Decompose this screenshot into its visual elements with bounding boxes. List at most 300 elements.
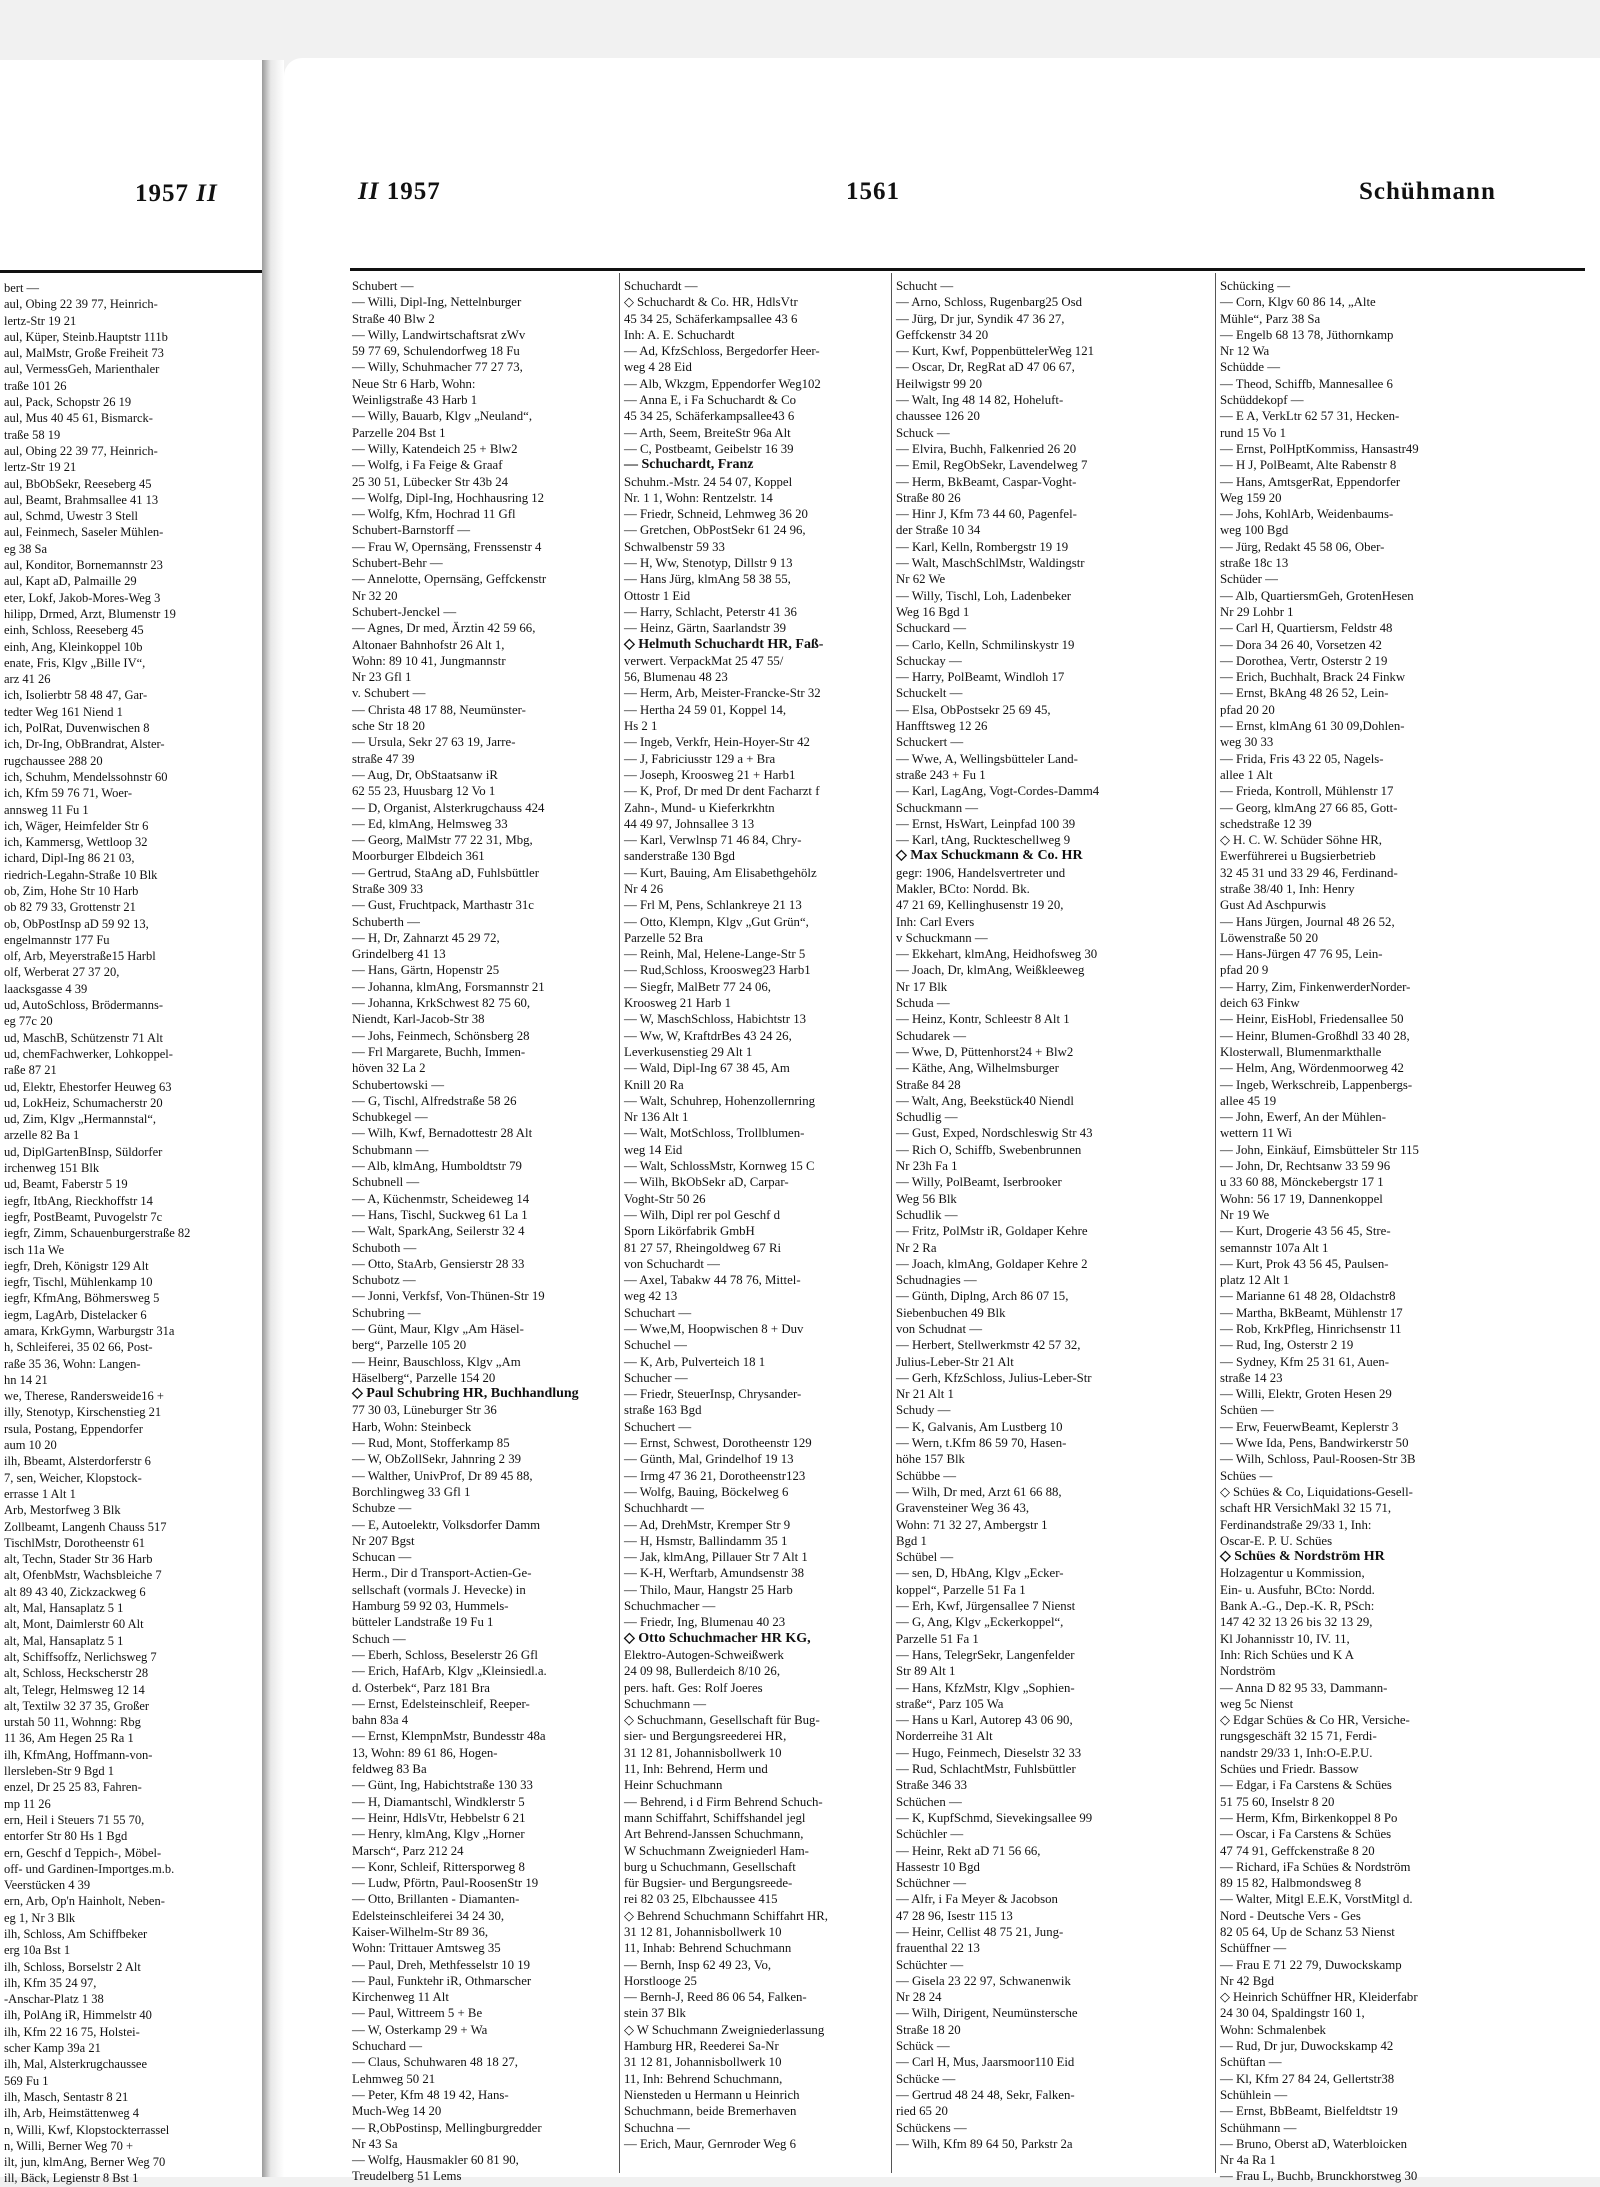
left-page-column xyxy=(4,280,258,2187)
directory-entry-line: — Heinr, Rekt aD 71 56 66, xyxy=(896,1843,1041,1858)
directory-entry-line: Schuchardt — xyxy=(624,279,698,293)
left-entry-line: ern, Arb, Op'n Hainholt, Neben- xyxy=(4,1894,165,1909)
left-entry-line: we, Therese, Randersweide16 + xyxy=(4,1389,164,1404)
directory-entry-line: Schubze — xyxy=(352,1501,412,1516)
left-entry-line: iegfr, Dreh, Königstr 129 Alt xyxy=(4,1258,149,1273)
directory-entry-line: Schubnell — xyxy=(352,1175,420,1190)
directory-entry-line: Schudlik — xyxy=(896,1207,958,1222)
directory-entry-line: — Ernst, Schwest, Dorotheenstr 129 xyxy=(624,1436,812,1451)
directory-entry-line: Schuchmann, beide Bremerhaven xyxy=(624,2104,797,2119)
directory-entry-line: — K, Prof, Dr med Dr dent Facharzt f xyxy=(624,784,820,799)
directory-entry-line: ◇ W Schuchmann Zweigniederlassung xyxy=(624,2022,825,2037)
directory-entry-line: — Günth, Diplng, Arch 86 07 15, xyxy=(896,1289,1069,1304)
directory-entry-line: — Martha, BkBeamt, Mühlenstr 17 xyxy=(1220,1305,1403,1320)
directory-entry-line: Nordström xyxy=(1220,1664,1276,1679)
directory-entry-line: Straße 80 26 xyxy=(896,490,961,505)
directory-entry-line: wettern 11 Wi xyxy=(1220,1126,1292,1141)
left-entry-line: alt, Telegr, Helmsweg 12 14 xyxy=(4,1682,145,1697)
directory-entry-line: Schuckmann — xyxy=(896,800,979,815)
left-entry-line: h, Schleiferei, 35 02 66, Post- xyxy=(4,1340,153,1355)
directory-entry-line: — Thilo, Maur, Hangstr 25 Harb xyxy=(624,1582,793,1597)
directory-entry-line: Schübbe — xyxy=(896,1468,957,1483)
running-head: Schühmann xyxy=(1359,178,1496,205)
directory-entry-line: — Frau E 71 22 79, Duwockskamp xyxy=(1220,1957,1402,1972)
directory-entry-line: Nr 29 Lohbr 1 xyxy=(1220,604,1294,619)
left-entry-line: arz 41 26 xyxy=(4,672,51,687)
directory-entry-line: — Bernh, Insp 62 49 23, Vo, xyxy=(624,1957,772,1972)
directory-entry-line: ◇ Schües & Co, Liquidations-Gesell- xyxy=(1220,1484,1413,1499)
directory-entry-line: — A, Küchenmstr, Scheideweg 14 xyxy=(352,1191,530,1206)
directory-entry-line: Kaiser-Wilhelm-Str 89 36, xyxy=(352,1924,489,1939)
directory-entry-line: Hamburg HR, Reederei Sa-Nr xyxy=(624,2039,779,2054)
directory-entry-line: — Rud, Ing, Osterstr 2 19 xyxy=(1220,1338,1354,1353)
directory-entry-line: Schücking — xyxy=(1220,279,1291,293)
directory-entry-line: Moorburger Elbdeich 361 xyxy=(352,849,485,864)
directory-entry-line: Schuchert — xyxy=(624,1419,692,1434)
directory-entry-line: Borchlingweg 33 Gfl 1 xyxy=(352,1484,471,1499)
directory-entry-line: — Wald, Dipl-Ing 67 38 45, Am xyxy=(624,1061,790,1076)
directory-entry-line: deich 63 Finkw xyxy=(1220,996,1300,1011)
directory-entry-line: — Axel, Tabakw 44 78 76, Mittel- xyxy=(624,1273,801,1288)
directory-entry-line: — Hertha 24 59 01, Koppel 14, xyxy=(624,702,787,717)
directory-entry-line: Schühmann — xyxy=(1220,2120,1297,2135)
directory-entry-line: — Ernst, BkAng 48 26 52, Lein- xyxy=(1220,686,1389,701)
left-entry-line: off- und Gardinen-Importges.m.b. xyxy=(4,1861,175,1876)
directory-entry-line: rungsgeschäft 32 15 71, Ferdi- xyxy=(1220,1729,1377,1744)
directory-entry-line: — Annelotte, Opernsäng, Geffckenstr xyxy=(352,572,547,587)
directory-entry-line: Parzelle 52 Bra xyxy=(624,930,703,945)
left-entry-line: rsula, Postang, Eppendorfer xyxy=(4,1421,143,1436)
left-entry-line: aul, BbObSekr, Reeseberg 45 xyxy=(4,476,152,491)
left-entry-line: ern, Heil i Steuers 71 55 70, xyxy=(4,1812,145,1827)
directory-entry-line: — Claus, Schuhwaren 48 18 27, xyxy=(352,2055,518,2070)
right-header-rule xyxy=(350,268,1585,271)
left-entry-line: eg 38 Sa xyxy=(4,541,48,556)
directory-entry-line: — Harry, Schlacht, Peterstr 41 36 xyxy=(624,604,797,619)
directory-entry-line: — Elvira, Buchh, Falkenried 26 20 xyxy=(896,441,1077,456)
left-entry-line: ilt, jun, klmAng, Berner Weg 70 xyxy=(4,2155,166,2170)
directory-entry-line: straße 47 39 xyxy=(352,751,415,766)
directory-entry-line: schaft HR VersichMakl 32 15 71, xyxy=(1220,1501,1392,1516)
directory-entry-line: Schuchna — xyxy=(624,2120,690,2135)
directory-entry-line: Schuckard — xyxy=(896,621,967,636)
directory-entry-line: Schubertowski — xyxy=(352,1077,445,1092)
left-entry-line: alt, Mal, Hansaplatz 5 1 xyxy=(4,1633,124,1648)
left-entry-line: ud, MaschB, Schützenstr 71 Alt xyxy=(4,1030,164,1045)
directory-entry-line: — W, MaschSchloss, Habichtstr 13 xyxy=(624,1012,806,1027)
directory-entry-line: berg“, Parzelle 105 20 xyxy=(352,1338,467,1353)
left-entry-line: iegfr, PostBeamt, Puvogelstr 7c xyxy=(4,1209,163,1224)
directory-entry-line: Schüftan — xyxy=(1220,2055,1282,2070)
directory-entry-line: — Kl, Kfm 27 84 24, Gellertstr38 xyxy=(1220,2071,1395,2086)
directory-entry-line: Hanfftsweg 12 26 xyxy=(896,719,988,734)
directory-entry-featured: ◇ Schües & Nordström HR xyxy=(1220,1549,1385,1565)
directory-entry-line: Schubert-Behr — xyxy=(352,556,443,571)
left-entry-line: mp 11 26 xyxy=(4,1796,51,1811)
left-page-volume: II xyxy=(196,180,218,207)
directory-entry-line: — Wwe Ida, Pens, Bandwirkerstr 50 xyxy=(1220,1436,1409,1451)
directory-entry-line: schedstraße 12 39 xyxy=(1220,816,1312,831)
directory-entry-line: Nr 4a Ra 1 xyxy=(1220,2153,1276,2168)
directory-entry-line: Schuckert — xyxy=(896,735,964,750)
directory-entry-line: Sporn Likörfabrik GmbH xyxy=(624,1224,755,1239)
directory-entry-line: Schubert-Jenckel — xyxy=(352,604,457,619)
directory-entry-line: — Frl M, Pens, Schlankreye 21 13 xyxy=(624,898,802,913)
directory-entry-line: Makler, BCto: Nordd. Bk. xyxy=(896,881,1030,896)
directory-entry-line: — Konr, Schleif, Rittersporweg 8 xyxy=(352,1859,525,1874)
directory-entry-line: ◇ Edgar Schües & Co HR, Versiche- xyxy=(1220,1713,1410,1728)
directory-entry-line: — Jak, klmAng, Pillauer Str 7 Alt 1 xyxy=(624,1550,808,1565)
directory-entry-line: Zahn-, Mund- u Kieferkrkhtn xyxy=(624,800,775,815)
left-entry-line: llersleben-Str 9 Bgd 1 xyxy=(4,1764,115,1779)
left-entry-line: aum 10 20 xyxy=(4,1438,57,1453)
directory-entry-line: — Heinr, Cellist 48 75 21, Jung- xyxy=(896,1924,1064,1939)
directory-entry-line: Schuchhardt — xyxy=(624,1501,704,1516)
left-entry-line: raße 87 21 xyxy=(4,1063,57,1078)
left-entry-line: ob, Zim, Hohe Str 10 Harb xyxy=(4,883,139,898)
directory-entry-line: Nr 4 26 xyxy=(624,881,664,896)
directory-entry-line: — Theod, Schiffb, Mannesallee 6 xyxy=(1220,376,1393,391)
directory-entry-line: Schües und Friedr. Bassow xyxy=(1220,1762,1359,1777)
directory-entry-line: — Ad, DrehMstr, Kremper Str 9 xyxy=(624,1517,791,1532)
directory-entry-line: — Richard, iFa Schües & Nordström xyxy=(1220,1859,1411,1874)
directory-entry-line: ◇ Schuchardt & Co. HR, HdlsVtr xyxy=(624,295,798,310)
directory-entry-line: — J, Fabriciusstr 129 a + Bra xyxy=(624,751,776,766)
directory-entry-line: Schuhm.-Mstr. 24 54 07, Koppel xyxy=(624,474,793,489)
left-entry-line: olf, Arb, Meyerstraße15 Harbl xyxy=(4,949,156,964)
left-entry-line: alt 89 43 40, Zickzackweg 6 xyxy=(4,1584,146,1599)
left-entry-line: aul, Beamt, Brahmsallee 41 13 xyxy=(4,492,159,507)
directory-entry-line: sier- und Bergungsreederei HR, xyxy=(624,1729,787,1744)
directory-entry-line: Elektro-Autogen-Schweißwerk xyxy=(624,1647,784,1662)
left-entry-line: n, Willi, Kwf, Klopstockterrassel xyxy=(4,2122,170,2137)
directory-entry-line: Schückens — xyxy=(896,2120,967,2135)
directory-entry-line: gegr: 1906, Handelsvertreter und xyxy=(896,865,1066,880)
directory-entry-line: 32 45 31 und 33 29 46, Ferdinand- xyxy=(1220,865,1398,880)
left-entry-line: laacksgasse 4 39 xyxy=(4,981,88,996)
directory-entry-line: straße 18c 13 xyxy=(1220,556,1289,571)
directory-entry-line: Schubring — xyxy=(352,1305,421,1320)
directory-entry-line: straße 163 Bgd xyxy=(624,1403,702,1418)
directory-entry-line: — Johanna, klmAng, Forsmannstr 21 xyxy=(352,979,545,994)
directory-entry-line: Schuchmann — xyxy=(624,1696,707,1711)
directory-entry-line: — Johs, Feinmech, Schönsberg 28 xyxy=(352,1028,530,1043)
directory-entry-line: — Ed, klmAng, Helmsweg 33 xyxy=(352,816,508,831)
directory-entry-line: — Hans, KfzMstr, Klgv „Sophien- xyxy=(896,1680,1075,1695)
left-entry-line: entorfer Str 80 Hs 1 Bgd xyxy=(4,1829,128,1844)
directory-entry-line: Bank A.-G., Dep.-K. R, PSch: xyxy=(1220,1599,1375,1614)
directory-entry-line: — Willy, Landwirtschaftsrat zWv xyxy=(352,327,526,342)
directory-entry-line: Ewerführerei u Bugsierbetrieb xyxy=(1220,849,1376,864)
left-entry-line: riedrich-Legahn-Straße 10 Blk xyxy=(4,867,158,882)
directory-entry-line: Neue Str 6 Harb, Wohn: xyxy=(352,376,476,391)
directory-entry-line: — Erich, Maur, Gernroder Weg 6 xyxy=(624,2136,796,2151)
directory-entry-line: koppel“, Parzelle 51 Fa 1 xyxy=(896,1582,1026,1597)
directory-entry-line: Weinligstraße 43 Harb 1 xyxy=(352,393,478,408)
directory-column-4 xyxy=(1220,278,1482,2185)
directory-entry-line: Schüddekopf — xyxy=(1220,393,1304,408)
directory-entry-line: Straße 309 33 xyxy=(352,881,424,896)
directory-entry-line: — Frl Margarete, Buchh, Immen- xyxy=(352,1044,526,1059)
directory-entry-line: Nr 32 20 xyxy=(352,588,398,603)
directory-entry-line: — John, Dr, Rechtsanw 33 59 96 xyxy=(1220,1159,1391,1174)
directory-entry-line: — Christa 48 17 88, Neumünster- xyxy=(352,702,526,717)
directory-entry-line: — Aug, Dr, ObStaatsanw iR xyxy=(352,767,498,782)
directory-entry-line: — Irmg 47 36 21, Dorotheenstr123 xyxy=(624,1468,806,1483)
directory-entry-line: Parzelle 51 Fa 1 xyxy=(896,1631,979,1646)
directory-entry-line: — Bernh-J, Reed 86 06 54, Falken- xyxy=(624,1990,807,2005)
directory-entry-line: — Gisela 23 22 97, Schwanenwik xyxy=(896,1973,1071,1988)
directory-entry-line: — Wolfg, Kfm, Hochrad 11 Gfl xyxy=(352,507,516,522)
directory-entry-line: — Friedr, Ing, Blumenau 40 23 xyxy=(624,1615,786,1630)
directory-entry-line: — Willy, PolBeamt, Iserbrooker xyxy=(896,1175,1062,1190)
directory-entry-line: — Herm, Kfm, Birkenkoppel 8 Po xyxy=(1220,1810,1398,1825)
directory-entry-line: — Gust, Exped, Nordschleswig Str 43 xyxy=(896,1126,1093,1141)
directory-entry-line: Straße 40 Blw 2 xyxy=(352,311,435,326)
left-page xyxy=(0,60,263,2186)
directory-entry-line: — Reinh, Mal, Helene-Lange-Str 5 xyxy=(624,947,806,962)
directory-entry-line: 47 28 96, Isestr 115 13 xyxy=(896,1908,1013,1923)
left-entry-line: einh, Schloss, Reeseberg 45 xyxy=(4,623,144,638)
directory-entry-featured: ◇ Helmuth Schuchardt HR, Faß- xyxy=(624,636,824,652)
left-entry-line: rugchaussee 288 20 xyxy=(4,753,103,768)
left-entry-line: isch 11a We xyxy=(4,1242,65,1257)
directory-entry-line: Schüchter — xyxy=(896,1957,964,1972)
directory-entry-line: — Elsa, ObPostsekr 25 69 45, xyxy=(896,702,1051,717)
directory-entry-line: — G, Ang, Klgv „Eckerkoppel“, xyxy=(896,1615,1064,1630)
directory-entry-line: — Ursula, Sekr 27 63 19, Jarre- xyxy=(352,735,516,750)
left-entry-line: bert — xyxy=(4,281,40,295)
directory-entry-line: — Herm, BkBeamt, Caspar-Voght- xyxy=(896,474,1077,489)
left-entry-line: -Anschar-Platz 1 38 xyxy=(4,1992,104,2007)
directory-entry-line: — Günt, Ing, Habichtstraße 130 33 xyxy=(352,1778,533,1793)
directory-entry-line: Wohn: Trittauer Amtsweg 35 xyxy=(352,1941,501,1956)
directory-entry-line: Nr 17 Blk xyxy=(896,979,948,994)
directory-entry-line: Grindelberg 41 13 xyxy=(352,947,446,962)
directory-entry-line: Inh: A. E. Schuchardt xyxy=(624,327,735,342)
left-entry-line: ob, ObPostInsp aD 59 92 13, xyxy=(4,916,149,931)
directory-column-3 xyxy=(896,278,1158,2152)
directory-entry-line: — Johs, KohlArb, Weidenbaums- xyxy=(1220,507,1394,522)
left-entry-line: Arb, Mestorfweg 3 Blk xyxy=(4,1503,121,1518)
directory-entry-line: — Arno, Schloss, Rugenbarg25 Osd xyxy=(896,295,1083,310)
left-entry-line: lertz-Str 19 21 xyxy=(4,313,77,328)
directory-entry-line: — Willy, Schuhmacher 77 27 73, xyxy=(352,360,523,375)
directory-entry-line: weg 100 Bgd xyxy=(1220,523,1289,538)
directory-entry-line: — Anna D 82 95 33, Dammann- xyxy=(1220,1680,1388,1695)
directory-entry-line: — Wwe,M, Hoopwischen 8 + Duv xyxy=(624,1322,804,1336)
directory-entry-line: 11, Inh: Behrend, Herm und xyxy=(624,1762,768,1777)
left-entry-line: aul, VermessGeh, Marienthaler xyxy=(4,362,160,377)
directory-entry-line: Much-Weg 14 20 xyxy=(352,2104,442,2119)
directory-entry-line: — Harry, Zim, FinkenwerderNorder- xyxy=(1220,979,1411,994)
directory-entry-line: — Hinr J, Kfm 73 44 60, Pagenfel- xyxy=(896,507,1077,522)
directory-entry-line: chaussee 126 20 xyxy=(896,409,980,424)
directory-entry-line: pers. haft. Ges: Rolf Joeres xyxy=(624,1680,763,1695)
directory-entry-line: — Wern, t.Kfm 86 59 70, Hasen- xyxy=(896,1436,1067,1451)
directory-entry-line: — Heinr, HdlsVtr, Hebbelstr 6 21 xyxy=(352,1810,526,1825)
directory-entry-line: — Alfr, i Fa Meyer & Jacobson xyxy=(896,1892,1058,1907)
column-separator xyxy=(1215,273,1216,2173)
left-entry-line: iegfr, ItbAng, Rieckhoffstr 14 xyxy=(4,1193,153,1208)
directory-entry-line: — Wwe, A, Wellingsbütteler Land- xyxy=(896,751,1078,766)
left-entry-line: ilh, Kfm 35 24 97, xyxy=(4,1975,97,1990)
directory-entry-line: Siebenbuchen 49 Blk xyxy=(896,1305,1006,1320)
directory-entry-line: — E, Autoelektr, Volksdorfer Damm xyxy=(352,1517,541,1532)
directory-entry-line: ◇ Behrend Schuchmann Schiffahrt HR, xyxy=(624,1908,829,1923)
left-entry-line: alt, Schiffsoffz, Nerlichsweg 7 xyxy=(4,1649,157,1664)
left-entry-line: lertz-Str 19 21 xyxy=(4,460,77,475)
directory-entry-line: — Otto, StaArb, Gensierstr 28 33 xyxy=(352,1256,525,1271)
directory-entry-line: Hs 2 1 xyxy=(624,719,658,734)
directory-entry-line: — Frau W, Opernsäng, Frenssenstr 4 xyxy=(352,539,542,554)
directory-entry-line: Schuda — xyxy=(896,996,950,1011)
directory-entry-line: — Walther, UnivProf, Dr 89 45 88, xyxy=(352,1468,533,1483)
directory-entry-line: Geffckenstr 34 20 xyxy=(896,327,989,342)
directory-entry-line: — H, Dr, Zahnarzt 45 29 72, xyxy=(352,930,500,945)
directory-entry-line: u 33 60 88, Mönckebergstr 17 1 xyxy=(1220,1175,1384,1190)
left-entry-line: iegm, LagArb, Distelacker 6 xyxy=(4,1307,147,1322)
directory-entry-line: — Engelb 68 13 78, Jüthornkamp xyxy=(1220,327,1394,342)
directory-entry-line: Nr 12 Wa xyxy=(1220,344,1270,359)
directory-entry-line: 11, Inh: Behrend Schuchmann, xyxy=(624,2071,783,2086)
directory-entry-line: Nr 136 Alt 1 xyxy=(624,1110,689,1125)
directory-entry-line: — Hans-Jürgen 47 76 95, Lein- xyxy=(1220,947,1383,962)
directory-entry-line: feldweg 83 Ba xyxy=(352,1762,427,1777)
directory-entry-line: straße 14 23 xyxy=(1220,1370,1283,1385)
directory-entry-line: — Marianne 61 48 28, Oldachstr8 xyxy=(1220,1289,1396,1304)
directory-entry-line: Inh: Rich Schües und K A xyxy=(1220,1647,1355,1662)
directory-entry-line: Heinr Schuchmann xyxy=(624,1778,723,1793)
directory-entry-line: — Dora 34 26 40, Vorsetzen 42 xyxy=(1220,637,1382,652)
left-entry-line: scher Kamp 39a 21 xyxy=(4,2041,101,2056)
directory-entry-line: Schüffner — xyxy=(1220,1941,1287,1956)
left-entry-line: ilh, Schloss, Am Schiffbeker xyxy=(4,1926,148,1941)
directory-entry-line: Nr 21 Alt 1 xyxy=(896,1387,954,1402)
directory-entry-line: — H J, PolBeamt, Alte Rabenstr 8 xyxy=(1220,458,1397,473)
directory-entry-line: allee 1 Alt xyxy=(1220,767,1273,782)
left-entry-line: hn 14 21 xyxy=(4,1372,48,1387)
directory-entry-line: — H, Diamantschl, Windklerstr 5 xyxy=(352,1794,525,1809)
left-entry-line: aul, Küper, Steinb.Hauptstr 111b xyxy=(4,329,168,344)
left-entry-line: aul, Obing 22 39 77, Heinrich- xyxy=(4,297,158,312)
directory-entry-line: ◇ H. C. W. Schüder Söhne HR, xyxy=(1220,833,1382,848)
directory-entry-line: — Walter, Mitgl E.E.K, VorstMitgl d. xyxy=(1220,1892,1413,1907)
directory-entry-line: — Sydney, Kfm 25 31 61, Auen- xyxy=(1220,1354,1390,1369)
directory-entry-line: — Ernst, KlempnMstr, Bundesstr 48a xyxy=(352,1729,546,1744)
directory-entry-line: straße“, Parz 105 Wa xyxy=(896,1696,1004,1711)
directory-entry-line: — Hans u Karl, Autorep 43 06 90, xyxy=(896,1713,1073,1728)
directory-entry-line: 45 34 25, Schäferkampsallee 43 6 xyxy=(624,311,798,326)
directory-entry-line: platz 12 Alt 1 xyxy=(1220,1273,1290,1288)
directory-entry-line: 47 74 91, Geffckenstraße 8 20 xyxy=(1220,1843,1375,1858)
directory-entry-line: Holzagentur u Kommission, xyxy=(1220,1566,1365,1581)
directory-entry-line: allee 45 19 xyxy=(1220,1093,1277,1108)
directory-entry-line: Schubert — xyxy=(352,279,414,293)
directory-entry-line: Häselberg“, Parzelle 154 20 xyxy=(352,1370,496,1385)
directory-entry-line: — Ernst, PolHptKommiss, Hansastr49 xyxy=(1220,441,1419,456)
directory-entry-line: rei 82 03 25, Elbchaussee 415 xyxy=(624,1892,778,1907)
directory-entry-line: — Walt, MotSchloss, Trollblumen- xyxy=(624,1126,805,1141)
left-entry-line: aul, Kapt aD, Palmaille 29 xyxy=(4,574,137,589)
directory-entry-line: Herm., Dir d Transport-Actien-Ge- xyxy=(352,1566,532,1581)
directory-entry-line: 31 12 81, Johannisbollwerk 10 xyxy=(624,1924,782,1939)
directory-entry-line: — Hans, Tischl, Suckweg 61 La 1 xyxy=(352,1207,528,1222)
directory-entry-line: Art Behrend-Janssen Schuchmann, xyxy=(624,1827,804,1842)
directory-entry-line: — C, Postbeamt, Geibelstr 16 39 xyxy=(624,441,794,456)
directory-entry-line: Ein- u. Ausfuhr, BCto: Nordd. xyxy=(1220,1582,1375,1597)
left-entry-line: Veerstücken 4 39 xyxy=(4,1878,91,1893)
directory-entry-line: W Schuchmann Zweigniederl Ham- xyxy=(624,1843,809,1858)
directory-entry-line: — Ernst, BbBeamt, Bielfeldtstr 19 xyxy=(1220,2104,1398,2119)
directory-entry-line: 24 30 04, Spaldingstr 160 1, xyxy=(1220,2006,1365,2021)
directory-entry-line: Schüchner — xyxy=(896,1876,967,1891)
directory-entry-line: — Edgar, i Fa Carstens & Schües xyxy=(1220,1778,1392,1793)
left-entry-line: urstah 50 11, Wohnng: Rbg xyxy=(4,1715,141,1730)
directory-entry-line: — Wolfg, Dipl-Ing, Hochhausring 12 xyxy=(352,490,545,505)
left-entry-line: ilh, Kfm 22 16 75, Holstei- xyxy=(4,2024,140,2039)
directory-entry-line: stein 37 Blk xyxy=(624,2006,686,2021)
directory-entry-line: — Walt, Ang, Beekstück40 Niendl xyxy=(896,1093,1074,1108)
directory-entry-line: — Jürg, Dr jur, Syndik 47 36 27, xyxy=(896,311,1065,326)
directory-entry-line: — Hans, Gärtn, Hopenstr 25 xyxy=(352,963,500,978)
left-entry-line: aul, Pack, Schopstr 26 19 xyxy=(4,395,132,410)
directory-entry-line: Straße 346 33 xyxy=(896,1778,968,1793)
directory-entry-line: Niensteden u Hermann u Heinrich xyxy=(624,2087,800,2102)
left-entry-line: ud, chemFachwerker, Lohkoppel- xyxy=(4,1046,173,1061)
directory-entry-line: — Jonni, Verkfsf, Von-Thünen-Str 19 xyxy=(352,1289,545,1304)
directory-entry-line: Ottostr 1 Eid xyxy=(624,588,691,603)
directory-entry-line: — Walt, Ing 48 14 82, Hoheluft- xyxy=(896,393,1064,408)
directory-entry-line: sche Str 18 20 xyxy=(352,719,425,734)
left-entry-line: errasse 1 Alt 1 xyxy=(4,1486,76,1501)
directory-entry-line: — Willi, Dipl-Ing, Nettelnburger xyxy=(352,295,522,310)
directory-entry-line: Nr 23 Gfl 1 xyxy=(352,670,412,685)
directory-entry-line: — Wilh, BkObSekr aD, Carpar- xyxy=(624,1175,789,1190)
directory-entry-line: — Wilh, Kfm 89 64 50, Parkstr 2a xyxy=(896,2136,1073,2151)
left-entry-line: ud, Beamt, Faberstr 5 19 xyxy=(4,1177,128,1192)
directory-entry-line: — Kurt, Drogerie 43 56 45, Stre- xyxy=(1220,1224,1391,1239)
directory-entry-line: Inh: Carl Evers xyxy=(896,914,975,929)
directory-entry-line: — Walt, Schuhrep, Hohenzollernring xyxy=(624,1093,815,1108)
directory-entry-line: — Paul, Wittreem 5 + Be xyxy=(352,2006,483,2021)
directory-entry-line: 81 27 57, Rheingoldweg 67 Ri xyxy=(624,1240,782,1255)
directory-entry-line: Nr 28 24 xyxy=(896,1990,942,2005)
left-entry-line: ich, PolRat, Duvenwischen 8 xyxy=(4,721,150,736)
directory-entry-line: d. Osterbek“, Parz 181 Bra xyxy=(352,1680,490,1695)
directory-entry-line: 147 42 32 13 26 bis 32 13 29, xyxy=(1220,1615,1373,1630)
right-page-header-left xyxy=(358,178,441,206)
directory-entry-line: burg u Schuchmann, Gesellschaft xyxy=(624,1859,796,1874)
directory-entry-line: — Joseph, Kroosweg 21 + Harb1 xyxy=(624,767,796,782)
directory-entry-line: Schuch — xyxy=(352,1631,406,1646)
directory-entry-line: pfad 20 9 xyxy=(1220,963,1269,978)
directory-entry-line: 82 05 64, Up de Schanz 53 Nienst xyxy=(1220,1924,1395,1939)
directory-entry-line: Weg 56 Blk xyxy=(896,1191,957,1206)
left-entry-line: eg 77c 20 xyxy=(4,1014,53,1029)
directory-entry-line: Horstloogе 25 xyxy=(624,1973,697,1988)
left-entry-line: einh, Ang, Kleinkoppel 10b xyxy=(4,639,143,654)
directory-entry-line: — Karl, LagAng, Vogt-Cordes-Damm4 xyxy=(896,784,1100,799)
directory-entry-line: — K-H, Werftarb, Amundsenstr 38 xyxy=(624,1566,804,1581)
column-separator xyxy=(891,273,892,2173)
directory-entry-line: — W, ObZollSekr, Jahnring 2 39 xyxy=(352,1452,522,1467)
directory-entry-line: — Alb, Wkzgm, Eppendorfer Weg102 xyxy=(624,376,821,391)
directory-entry-line: — Erich, HafArb, Klgv „Kleinsiedl.a. xyxy=(352,1664,547,1679)
left-entry-line: aul, Obing 22 39 77, Heinrich- xyxy=(4,443,158,458)
left-entry-line: erg 10a Bst 1 xyxy=(4,1943,71,1958)
directory-entry-line: sanderstraße 130 Bgd xyxy=(624,849,735,864)
